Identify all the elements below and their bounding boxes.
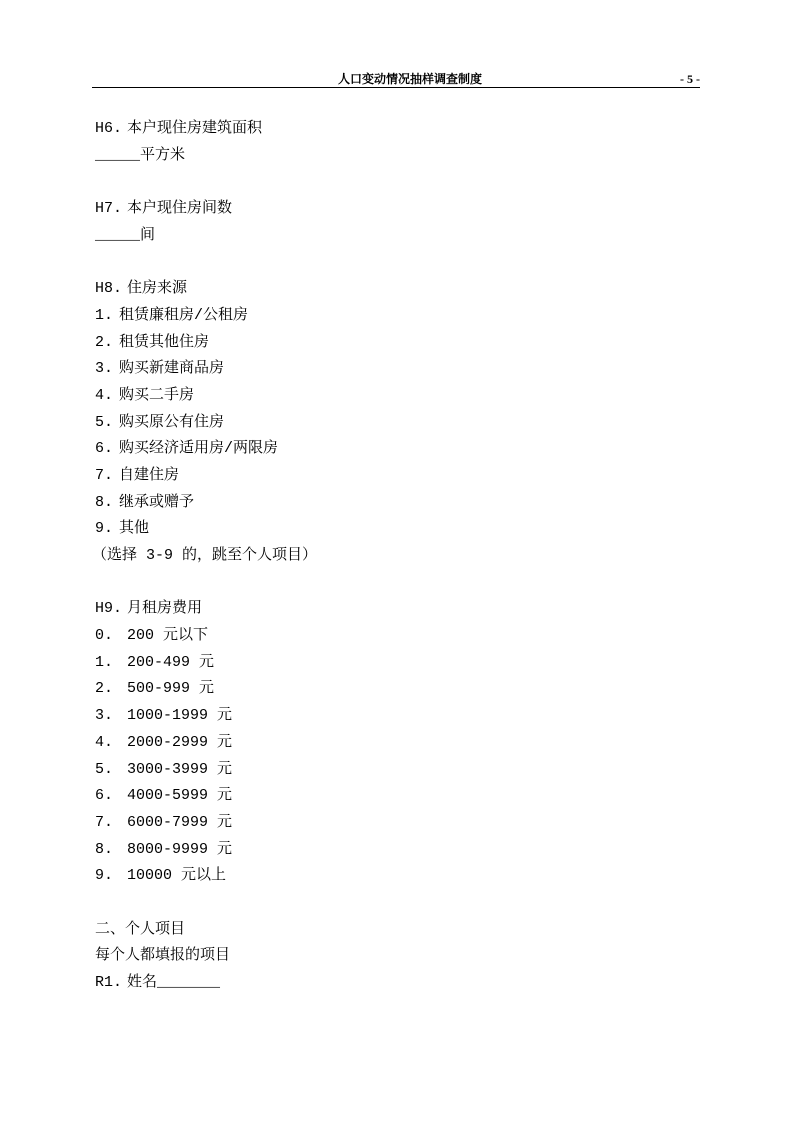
question-code: H9. (95, 600, 123, 618)
option-item (95, 356, 695, 383)
page-number: - 5 - (680, 72, 700, 86)
option-item (95, 837, 695, 864)
question-h7 (95, 196, 695, 223)
option-number: 6. (95, 440, 114, 458)
option-number: 8. (95, 840, 114, 858)
option-number: 6. (95, 787, 114, 805)
option-label: 购买二手房 (119, 386, 195, 404)
option-number: 3. (95, 707, 114, 725)
option-number: 0. (95, 627, 114, 645)
document-body (92, 116, 695, 997)
option-label: 10000 元以上 (127, 867, 227, 885)
option-label: 6000-7999 元 (127, 813, 233, 831)
option-number: 4. (95, 386, 114, 404)
option-item (95, 863, 695, 890)
option-label: 500-999 元 (127, 680, 215, 698)
question-text: 姓名_______ (127, 974, 221, 991)
option-number: 1. (95, 306, 114, 324)
spacer (95, 890, 695, 917)
option-item (95, 783, 695, 810)
skip-instruction-note: （选择 3-9 的，跳至个人项目） (92, 547, 318, 564)
question-h8 (95, 276, 695, 303)
option-number: 2. (95, 680, 114, 698)
header-rule (92, 87, 700, 88)
option-item (95, 623, 695, 650)
option-item (95, 757, 695, 784)
spacer (95, 249, 695, 276)
option-item (95, 730, 695, 757)
question-h6 (95, 116, 695, 143)
answer-blank-h6: _____平方米 (95, 146, 186, 164)
question-code: H7. (95, 200, 123, 218)
question-code: H8. (95, 280, 123, 298)
question-text: 本户现住房间数 (127, 200, 233, 218)
option-item (95, 330, 695, 357)
section-subtitle: 每个人都填报的项目 (95, 947, 231, 965)
option-number: 7. (95, 466, 114, 484)
option-item (95, 676, 695, 703)
option-number: 3. (95, 360, 114, 378)
option-label: 购买经济适用房/两限房 (119, 440, 279, 458)
option-item (95, 810, 695, 837)
option-number: 5. (95, 413, 114, 431)
question-code: H6. (95, 120, 123, 137)
option-item (95, 303, 695, 330)
option-number: 9. (95, 867, 114, 885)
option-item (95, 703, 695, 730)
answer-blank-h7: _____间 (95, 226, 156, 244)
option-label: 200 元以下 (127, 627, 209, 645)
option-item (95, 383, 695, 410)
option-label: 其他 (119, 520, 150, 538)
option-label: 200-499 元 (127, 653, 215, 671)
option-number: 9. (95, 520, 114, 538)
option-label: 1000-1999 元 (127, 707, 233, 725)
question-r1 (95, 970, 695, 997)
option-label: 3000-3999 元 (127, 760, 233, 778)
option-number: 5. (95, 760, 114, 778)
option-label: 自建住房 (119, 466, 180, 484)
option-label: 购买新建商品房 (119, 360, 225, 378)
option-number: 7. (95, 813, 114, 831)
section-title: 二、个人项目 (95, 920, 186, 938)
option-label: 购买原公有住房 (119, 413, 225, 431)
option-item (95, 463, 695, 490)
option-item (95, 516, 695, 543)
option-number: 2. (95, 333, 114, 351)
option-number: 4. (95, 733, 114, 751)
option-number: 8. (95, 493, 114, 511)
option-label: 2000-2999 元 (127, 733, 233, 751)
option-label: 租赁廉租房/公租房 (119, 306, 249, 324)
option-label: 8000-9999 元 (127, 840, 233, 858)
spacer (95, 169, 695, 196)
option-label: 租赁其他住房 (119, 333, 210, 351)
option-number: 1. (95, 653, 114, 671)
option-item (95, 650, 695, 677)
running-header-title: 人口变动情况抽样调查制度 (337, 72, 482, 86)
question-text: 本户现住房建筑面积 (127, 120, 263, 137)
question-code: R1. (95, 974, 123, 991)
question-text: 住房来源 (127, 280, 188, 298)
option-item (95, 490, 695, 517)
question-text: 月租房费用 (127, 600, 203, 618)
option-label: 4000-5999 元 (127, 787, 233, 805)
option-item (95, 410, 695, 437)
spacer (95, 570, 695, 597)
option-label: 继承或赠予 (119, 493, 195, 511)
option-item (95, 436, 695, 463)
question-h9 (95, 596, 695, 623)
